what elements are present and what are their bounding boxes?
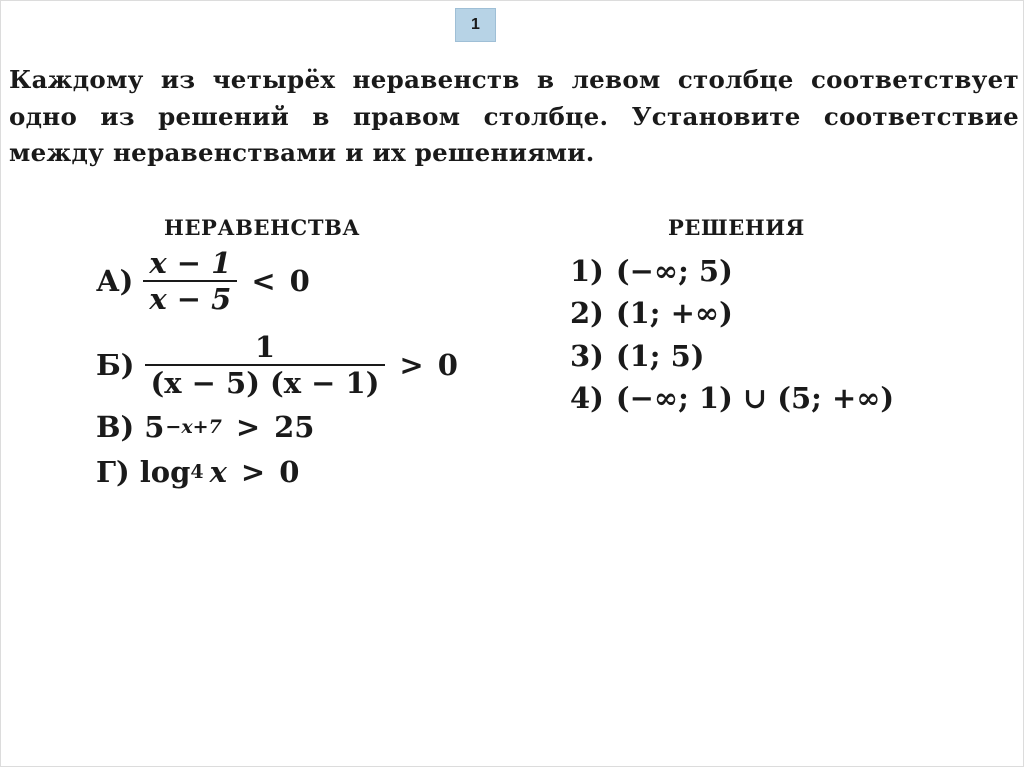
inequality-g (96, 455, 299, 489)
inequality-b-denominator: (x − 5) (x − 1) (145, 364, 386, 400)
inequality-v-label: В) (96, 410, 135, 444)
solution-4 (570, 381, 894, 415)
task-statement: Каждому из четырёх неравенств в левом столбце соответствует одно из решений в правом столбце. Установите соответствие между неравенствами и их решениями. (9, 65, 1019, 167)
inequality-a-numerator: x − 1 (149, 246, 232, 280)
inequality-g-label: Г) (96, 455, 130, 489)
inequality-g-subscript: 4 (190, 461, 204, 483)
solution-1 (570, 254, 733, 288)
inequality-a-fraction (143, 246, 237, 316)
solution-4-label: 4) (570, 381, 604, 415)
solution-1-value: (−∞; 5) (615, 254, 733, 288)
inequality-v-rhs: 25 (274, 410, 315, 444)
inequality-a (96, 246, 310, 316)
inequality-a-label: А) (96, 264, 134, 298)
inequality-v-base: 5 (144, 410, 165, 444)
inequality-g-rhs: 0 (279, 455, 300, 489)
inequality-g-variable: x (209, 455, 227, 489)
solution-2-value: (1; +∞) (615, 296, 733, 330)
inequality-a-denominator: x − 5 (143, 280, 237, 316)
solution-3-value: (1; 5) (615, 339, 705, 373)
inequality-b (96, 330, 458, 400)
solutions-heading: РЕШЕНИЯ (668, 215, 805, 240)
inequality-b-operator: > (399, 348, 424, 382)
inequality-b-fraction (145, 330, 386, 400)
inequality-a-rhs: 0 (289, 264, 310, 298)
inequality-b-label: Б) (96, 348, 135, 382)
inequality-v-exponent: −x+7 (165, 416, 222, 438)
solution-3-label: 3) (570, 339, 604, 373)
inequalities-heading: НЕРАВЕНСТВА (164, 215, 361, 240)
solution-3 (570, 339, 705, 373)
inequality-g-operator: > (240, 455, 266, 489)
solution-1-label: 1) (570, 254, 604, 288)
slide-number-badge: 1 (455, 8, 496, 42)
inequality-v-operator: > (235, 410, 261, 444)
solution-2-label: 2) (570, 296, 604, 330)
inequality-b-numerator: 1 (254, 330, 276, 364)
inequality-b-rhs: 0 (437, 348, 458, 382)
inequality-v (96, 410, 314, 444)
solution-2 (570, 296, 733, 330)
inequality-g-func: log (139, 455, 191, 489)
inequality-a-operator: < (251, 264, 276, 298)
solution-4-value: (−∞; 1) ∪ (5; +∞) (615, 381, 895, 415)
